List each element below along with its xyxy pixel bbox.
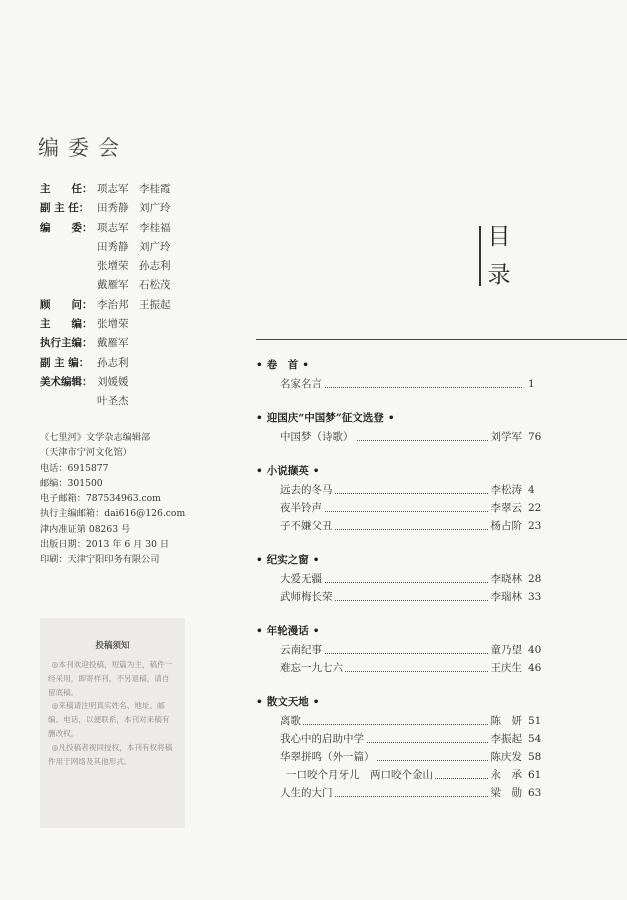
toc-section xyxy=(256,692,556,802)
roster-row xyxy=(40,238,171,257)
roster-role: 美术编辑： xyxy=(40,375,93,388)
toc-entry[interactable] xyxy=(280,588,556,606)
roster-role: 主 任： xyxy=(40,183,93,195)
toc-entry-page: 22 xyxy=(528,502,542,514)
roster-names: 戴雁军 xyxy=(97,337,129,350)
roster-role: 副 主 编： xyxy=(40,356,90,369)
toc-section-heading-text: 纪实之窗 xyxy=(266,554,309,566)
toc-entry[interactable] xyxy=(280,517,556,535)
toc-entry-page: 33 xyxy=(528,591,542,603)
toc-entry-page: 51 xyxy=(528,715,542,727)
notice-paragraph: ◎来稿请注明真实姓名、地址、邮编、电话，以便联系，本刊对来稿有删改权。 xyxy=(48,701,170,738)
publication-info xyxy=(40,430,190,568)
info-line: 执行主编邮箱：dai616@126.com xyxy=(40,508,186,520)
toc-section-heading xyxy=(256,355,556,375)
roster-row xyxy=(40,373,171,392)
info-line: 印刷：天津宁阳印务有限公司 xyxy=(40,554,160,566)
roster-row xyxy=(40,334,171,353)
bullet-icon: • xyxy=(256,465,263,477)
table-of-contents xyxy=(256,355,556,817)
toc-entry-author: 杨占阶 xyxy=(489,517,523,535)
toc-entry-page: 46 xyxy=(528,662,542,674)
roster-names: 刘媛媛 xyxy=(97,375,129,388)
toc-entry[interactable] xyxy=(280,570,556,588)
roster-names: 孙志利 xyxy=(97,356,129,369)
roster-role xyxy=(40,392,97,411)
roster-names: 戴雁军 石松茂 xyxy=(97,279,171,292)
toc-entry-title: 华翠拼鸣（外一篇） xyxy=(280,751,375,763)
toc-entry-page: 58 xyxy=(528,751,542,763)
roster-row xyxy=(40,276,171,295)
roster-role: 执行主编： xyxy=(40,337,93,350)
toc-entry-author: 李瑞林 xyxy=(489,588,523,606)
toc-entry-title: 大爱无疆 xyxy=(280,573,322,585)
roster-row xyxy=(40,219,171,238)
toc-section-heading xyxy=(256,621,556,641)
toc-entry[interactable] xyxy=(286,766,556,784)
info-line: 津内准证第 08263 号 xyxy=(40,523,131,535)
notice-paragraph: ◎本刊欢迎投稿，短篇为主，稿件一经采用，即寄样刊，不另退稿，请自留底稿。 xyxy=(48,660,173,697)
submission-notice xyxy=(40,618,185,828)
notice-paragraph: ◎凡投稿者视同授权，本刊有权将稿件用于网络及其他形式。 xyxy=(48,742,173,766)
roster-row xyxy=(40,315,171,334)
toc-section-heading xyxy=(256,692,556,712)
roster-row xyxy=(40,354,171,373)
toc-entry-title: 人生的大门 xyxy=(280,787,333,799)
toc-entry[interactable] xyxy=(280,481,556,499)
toc-entry-author: 童乃望 xyxy=(489,641,523,659)
toc-title xyxy=(484,218,514,294)
roster-names: 田秀静 刘广玲 xyxy=(97,240,171,253)
editorial-board-title: 编委会 xyxy=(38,136,128,160)
toc-entry-author: 刘学军 xyxy=(489,428,523,446)
toc-entry-title: 子不嫌父丑 xyxy=(280,520,333,532)
toc-entry-author: 李振起 xyxy=(489,730,523,748)
toc-entry-title: 云南纪事 xyxy=(280,644,322,656)
roster-names: 叶圣杰 xyxy=(97,395,129,408)
roster-role: 编 委： xyxy=(40,221,93,234)
toc-entry-title: 武师梅长荣 xyxy=(280,591,333,603)
bullet-icon: • xyxy=(302,359,309,371)
roster-row xyxy=(40,199,171,218)
toc-entry-author: 永 承 xyxy=(489,766,523,784)
roster-row xyxy=(40,180,171,199)
toc-entry-title: 一口咬个月牙儿 两口咬个金山 xyxy=(286,769,433,781)
toc-section-heading xyxy=(256,550,556,570)
toc-section-heading-text: 小说撷英 xyxy=(266,465,309,477)
toc-entry[interactable] xyxy=(280,428,556,446)
toc-entry-page: 63 xyxy=(528,787,542,799)
roster-names: 项志军 李桂福 xyxy=(97,221,171,234)
toc-entry-title: 离歌 xyxy=(280,715,301,727)
info-line: （天津市宁河文化馆） xyxy=(40,447,132,459)
roster-role xyxy=(40,238,97,257)
roster-role: 主 编： xyxy=(40,318,93,331)
toc-entry[interactable] xyxy=(280,784,556,802)
info-line: 出版日期：2013 年 6 月 30 日 xyxy=(40,539,170,551)
toc-entry[interactable] xyxy=(280,659,556,677)
info-line: 电话：6915877 xyxy=(40,462,109,474)
bullet-icon: • xyxy=(256,359,263,371)
toc-title-char: 目 xyxy=(487,224,511,250)
toc-entry[interactable] xyxy=(280,641,556,659)
bullet-icon: • xyxy=(256,696,263,708)
info-line: 电子邮箱：787534963.com xyxy=(40,493,161,505)
toc-entry-page: 54 xyxy=(528,733,542,745)
bullet-icon: • xyxy=(312,696,320,708)
toc-section-heading-text: 卷 首 xyxy=(266,359,299,371)
toc-entry-page: 4 xyxy=(528,484,535,496)
bullet-icon: • xyxy=(256,625,263,637)
toc-entry[interactable] xyxy=(280,730,556,748)
toc-entry-page: 28 xyxy=(528,573,542,585)
notice-title: 投稿须知 xyxy=(95,641,130,651)
bullet-icon: • xyxy=(312,465,320,477)
toc-entry-author: 陈庆发 xyxy=(489,748,523,766)
toc-section xyxy=(256,461,556,535)
toc-entry-author: 李松涛 xyxy=(489,481,523,499)
notice-body xyxy=(48,658,177,768)
toc-entry-title: 远去的冬马 xyxy=(280,484,333,496)
toc-entry[interactable] xyxy=(280,712,556,730)
toc-entry-author: 梁 勋 xyxy=(489,784,523,802)
bullet-icon: • xyxy=(256,554,263,566)
roster-names: 李治邦 王振起 xyxy=(97,298,171,311)
bullet-icon: • xyxy=(387,412,395,424)
toc-section-heading-text: 散文天地 xyxy=(266,696,309,708)
roster-names: 项志军 李桂霞 xyxy=(97,183,171,195)
roster-role xyxy=(40,276,97,295)
toc-section xyxy=(256,550,556,606)
roster-row xyxy=(40,296,171,315)
toc-title-char: 录 xyxy=(487,262,511,288)
toc-section xyxy=(256,408,556,446)
toc-entry-page: 61 xyxy=(528,769,542,781)
toc-entry-author: 李晓林 xyxy=(489,570,523,588)
roster-names: 田秀静 刘广玲 xyxy=(97,202,171,215)
bullet-icon: • xyxy=(256,412,263,424)
bullet-icon: • xyxy=(312,554,320,566)
toc-section-heading xyxy=(256,408,556,428)
toc-divider xyxy=(256,339,627,340)
toc-entry-title: 中国梦（诗歌） xyxy=(280,431,354,443)
dot-leader xyxy=(280,724,498,725)
toc-entry-author: 陈 妍 xyxy=(489,712,523,730)
roster-role: 顾 问： xyxy=(40,298,93,311)
toc-entry-author: 李翠云 xyxy=(489,499,523,517)
toc-section xyxy=(256,355,556,393)
toc-entry[interactable] xyxy=(280,375,556,393)
roster-row xyxy=(40,257,171,276)
toc-section-heading-text: 迎国庆“中国梦”征文选登 xyxy=(266,412,384,424)
roster-row xyxy=(40,392,171,411)
bullet-icon: • xyxy=(312,625,320,637)
toc-section-heading-text: 年轮漫话 xyxy=(266,625,309,637)
toc-entry-title: 我心中的启助中学 xyxy=(280,733,364,745)
info-line: 《七里河》文学杂志编辑部 xyxy=(40,432,151,443)
roster-role: 副 主 任： xyxy=(40,202,90,215)
toc-entry-page: 23 xyxy=(528,520,542,532)
toc-entry-page: 1 xyxy=(528,378,535,390)
roster-names: 张增荣 xyxy=(97,318,129,331)
toc-entry-title: 名家名言 xyxy=(280,378,322,390)
toc-entry[interactable] xyxy=(280,499,556,517)
toc-entry-title: 难忘一九七六 xyxy=(280,662,343,674)
toc-entry-page: 76 xyxy=(528,431,542,443)
toc-entry[interactable] xyxy=(280,748,556,766)
toc-entry-page: 40 xyxy=(528,644,542,656)
toc-entry-title: 夜半铃声 xyxy=(280,502,322,514)
roster-names: 张增荣 孙志利 xyxy=(97,260,171,273)
editorial-roster xyxy=(40,180,171,412)
info-line: 邮编：301500 xyxy=(40,477,103,489)
toc-section-heading xyxy=(256,461,556,481)
roster-role xyxy=(40,257,97,276)
toc-entry-author: 王庆生 xyxy=(489,659,523,677)
toc-title-rule xyxy=(479,226,481,286)
toc-section xyxy=(256,621,556,677)
